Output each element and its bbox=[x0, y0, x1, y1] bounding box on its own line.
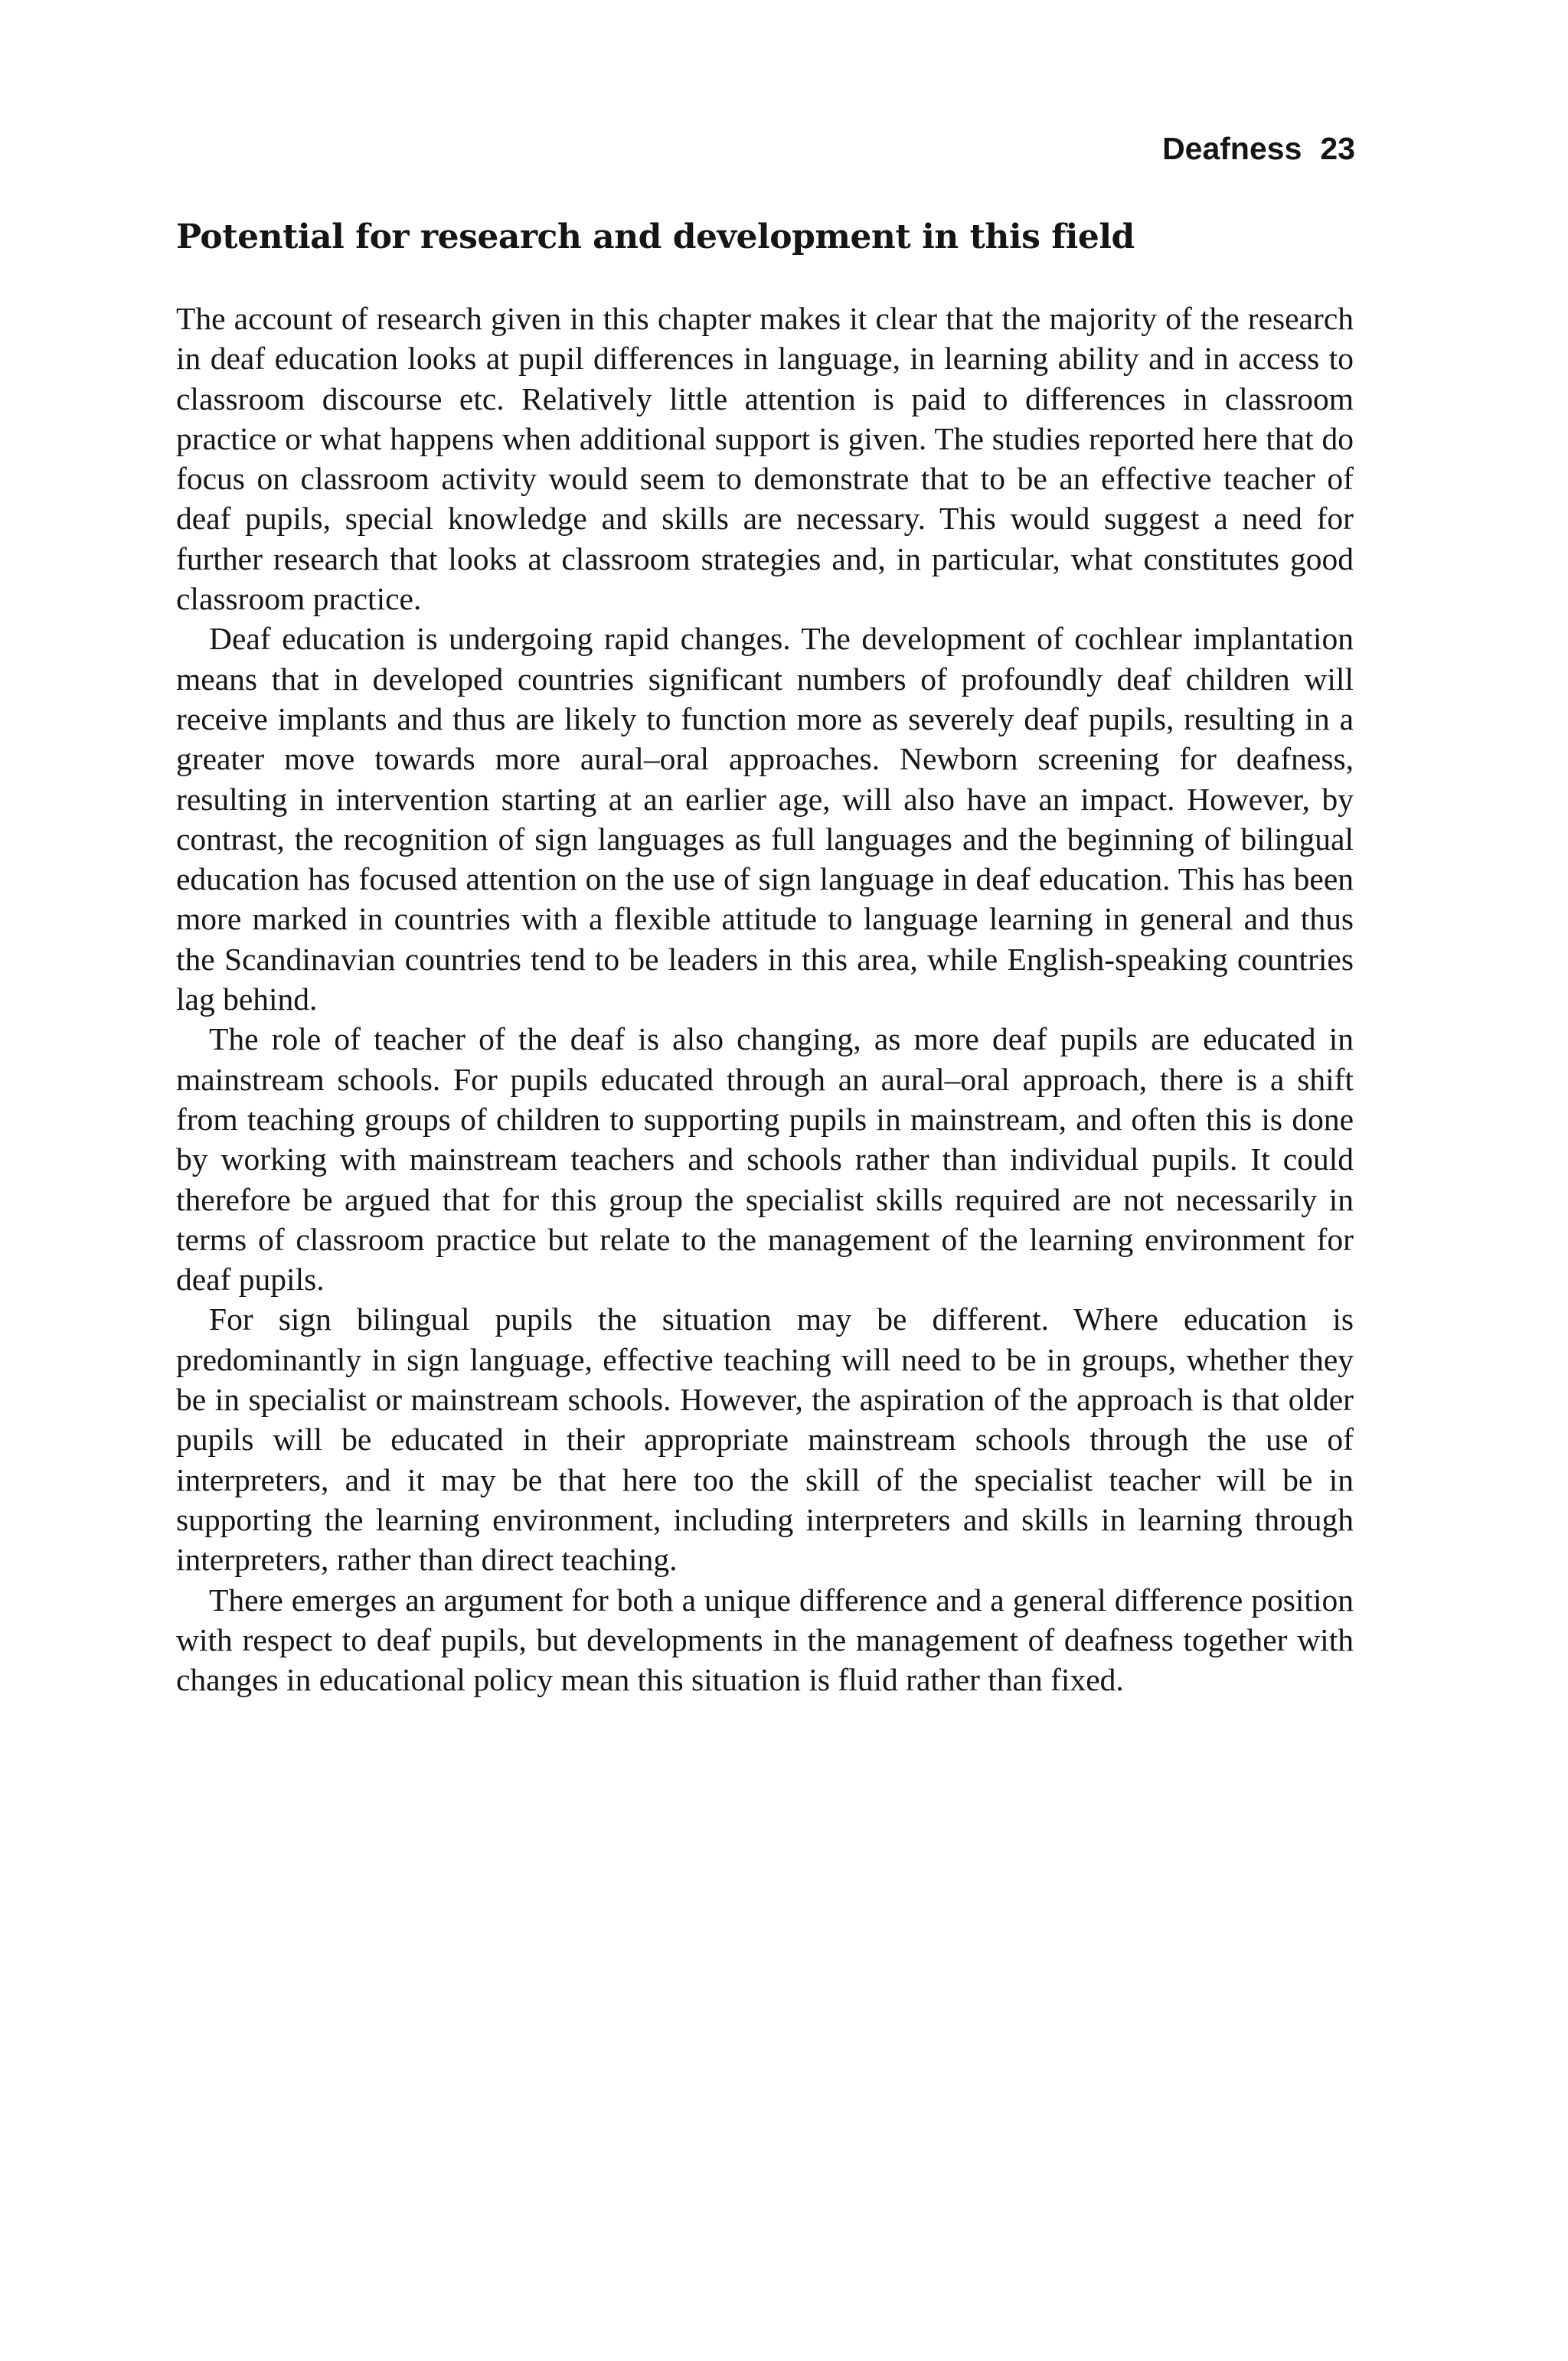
paragraph: For sign bilingual pupils the situation may be different. Where education is predominantly in sign language, effective teaching will need to be in groups, whether they be in specialist or mainstream schools. However, the aspiration of the approach is that older pupils will be educated in their appropriate mainstream schools through the use of interpreters, and it may be that here too the skill of the specialist teacher will be in supporting the learning environment, including interpreters and skills in learning through interpreters, rather than direct teaching. bbox=[176, 1301, 1354, 1578]
page-number: 23 bbox=[1320, 131, 1355, 166]
paragraph: The account of research given in this chapter makes it clear that the majority of the research in deaf education looks at pupil differences in language, in learning ability and in access to classroom discourse etc. Relatively little attention is paid to differences in classroom practice or what happens when additional support is given. The studies reported here that do focus on classroom activity would seem to demonstrate that to be an effective teacher of deaf pupils, special knowledge and skills are necessary. This would suggest a need for further research that looks at classroom strategies and, in particular, what constitutes good classroom practice. bbox=[176, 301, 1354, 617]
running-head bbox=[1162, 130, 1355, 167]
body-text bbox=[176, 299, 1354, 1700]
paragraph: There emerges an argument for both a unique difference and a general difference position with respect to deaf pupils, but developments in the management of deafness together with changes in educational policy mean this situation is fluid rather than fixed. bbox=[176, 1582, 1354, 1698]
paragraph: The role of teacher of the deaf is also changing, as more deaf pupils are educated in mainstream schools. For pupils educated through an aural–oral approach, there is a shift from teaching groups of children to supporting pupils in mainstream, and often this is done by working with mainstream teachers and schools rather than individual pupils. It could therefore be argued that for this group the specialist skills required are not necessarily in terms of classroom practice but relate to the management of the learning environment for deaf pupils. bbox=[176, 1021, 1354, 1298]
section-heading: Potential for research and development in this field bbox=[176, 217, 1135, 256]
paragraph: Deaf education is undergoing rapid changes. The development of cochlear implantation means that in developed countries significant numbers of profoundly deaf children will receive implants and thus are likely to function more as severely deaf pupils, resulting in a greater move towards more aural–oral approaches. Newborn screening for deafness, resulting in intervention starting at an earlier age, will also have an impact. However, by contrast, the recognition of sign languages as full languages and the beginning of bilingual education has focused attention on the use of sign language in deaf education. This has been more marked in countries with a flexible attitude to language learning in general and thus the Scandinavian countries tend to be leaders in this area, while English-speaking countries lag behind. bbox=[176, 621, 1354, 1017]
running-head-title: Deafness bbox=[1162, 131, 1302, 166]
